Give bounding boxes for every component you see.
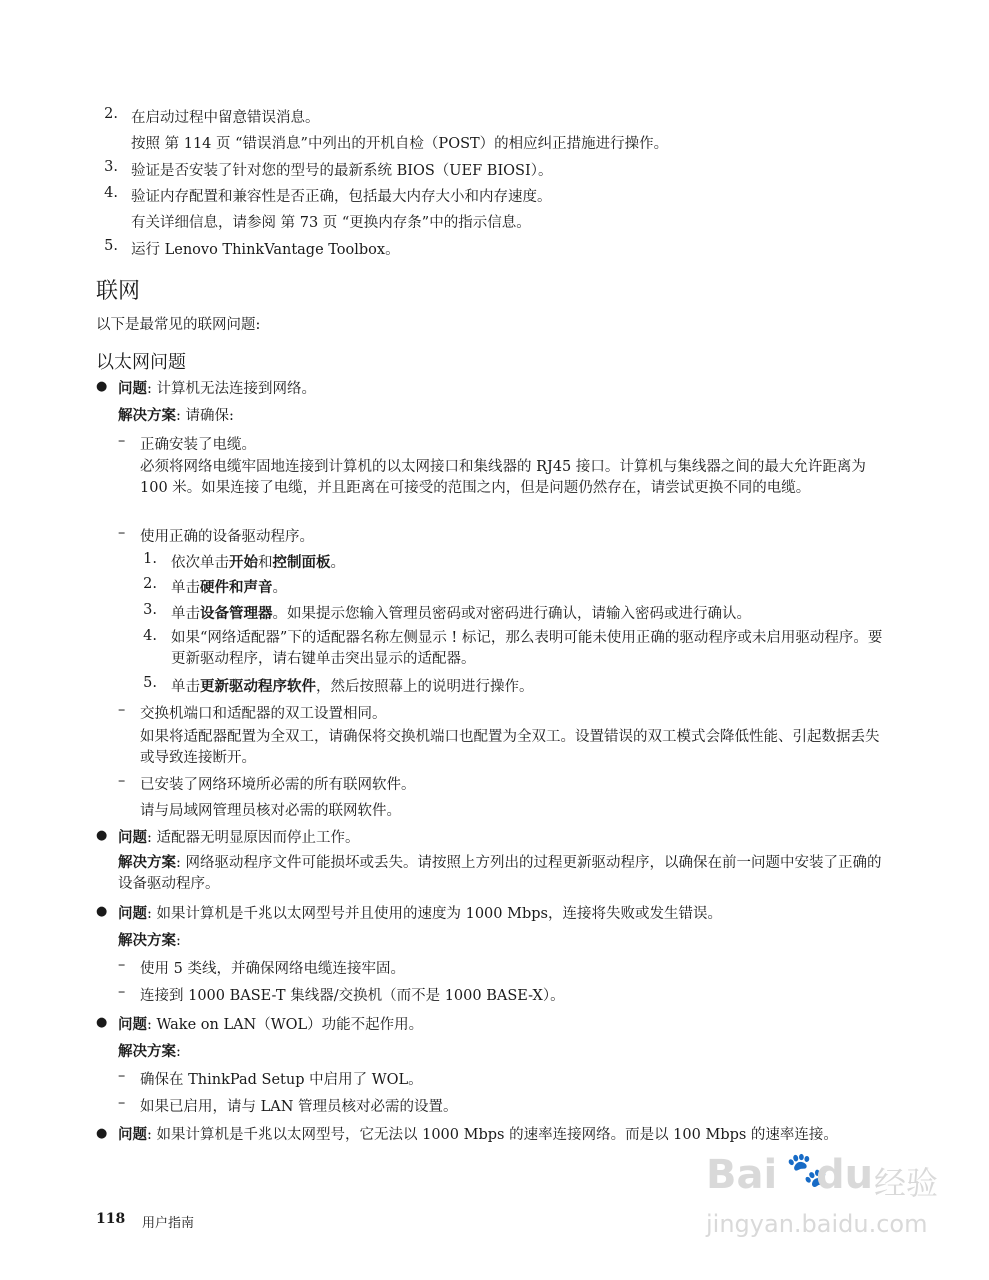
step-number: 1. — [143, 551, 157, 567]
item-title: 已安装了网络环境所必需的所有联网软件。 — [140, 777, 416, 793]
driver-step: 如果“网络适配器”下的适配器名称左侧显示 ! 标记，那么表明可能未使用正确的驱动程序或未启用驱动程序。要更新驱动程序，请右键单击突出显示的适配器。 — [171, 630, 883, 667]
dash-icon: – — [118, 525, 126, 541]
page-number: 118 — [96, 1211, 126, 1227]
step-number: 3. — [104, 159, 118, 175]
issue-solution: 解决方案: 网络驱动程序文件可能损坏或丢失。请按照上方列出的过程更新驱动程序，以确保在前一问题中安装了正确的设备驱动程序。 — [118, 854, 882, 892]
item-title: 使用 5 类线，并确保网络电缆连接牢固。 — [140, 961, 405, 977]
item-body: 请与局域网管理员核对必需的联网软件。 — [140, 803, 401, 819]
step-number: 5. — [104, 238, 118, 254]
step-text: 在启动过程中留意错误消息。 — [131, 110, 320, 126]
step-text: 验证内存配置和兼容性是否正确，包括最大内存大小和内存速度。 — [131, 189, 552, 205]
step-number: 2. — [104, 106, 118, 122]
bullet-icon: ● — [96, 1015, 108, 1030]
step-text: 验证是否安装了针对您的型号的最新系统 BIOS（UEF BIOSI）。 — [131, 163, 553, 179]
driver-step: 单击设备管理器。如果提示您输入管理员密码或对密码进行确认，请输入密码或进行确认。 — [171, 605, 751, 622]
subsection-title: 以太网问题 — [96, 352, 186, 373]
driver-step: 单击更新驱动程序软件，然后按照幕上的说明进行操作。 — [171, 678, 534, 695]
footer-title: 用户指南 — [142, 1216, 195, 1231]
issue-solution-label: 解决方案: — [118, 1043, 181, 1060]
item-body: 如果将适配器配置为全双工，请确保将交换机端口也配置为全双工。设置错误的双工模式会降低性能、引起数据丢失或导致连接断开。 — [140, 729, 880, 766]
step-detail: 有关详细信息，请参阅 第 73 页 “更换内存条”中的指示信息。 — [131, 215, 531, 231]
step-number: 2. — [143, 576, 157, 592]
step-detail: 按照 第 114 页 “错误消息”中列出的开机自检（POST）的相应纠正措施进行操作。 — [131, 136, 669, 152]
issue-solution: 解决方案: 请确保: — [118, 407, 234, 424]
item-title: 确保在 ThinkPad Setup 中启用了 WOL。 — [140, 1072, 423, 1088]
step-text: 运行 Lenovo ThinkVantage Toolbox。 — [131, 242, 400, 258]
issue-solution-label: 解决方案: — [118, 932, 181, 949]
item-title: 正确安装了电缆。 — [140, 437, 256, 453]
issue-problem: 问题: 计算机无法连接到网络。 — [118, 380, 316, 397]
issue-problem: 问题: 适配器无明显原因而停止工作。 — [118, 829, 360, 846]
driver-step: 单击硬件和声音。 — [171, 579, 287, 596]
bullet-icon: ● — [96, 828, 108, 843]
driver-step: 依次单击开始和控制面板。 — [171, 554, 345, 571]
item-title: 如果已启用，请与 LAN 管理员核对必需的设置。 — [140, 1099, 458, 1115]
section-title: 联网 — [96, 279, 141, 304]
step-number: 4. — [143, 628, 157, 644]
issue-problem: 问题: Wake on LAN（WOL）功能不起作用。 — [118, 1016, 424, 1033]
dash-icon: – — [118, 1068, 126, 1084]
dash-icon: – — [118, 773, 126, 789]
dash-icon: – — [118, 1095, 126, 1111]
bullet-icon: ● — [96, 379, 108, 394]
dash-icon: – — [118, 702, 126, 718]
item-title: 交换机端口和适配器的双工设置相同。 — [140, 706, 387, 722]
step-number: 5. — [143, 675, 157, 691]
issue-problem: 问题: 如果计算机是千兆以太网型号并且使用的速度为 1000 Mbps，连接将失败或发生错误。 — [118, 905, 722, 922]
dash-icon: – — [118, 957, 126, 973]
issue-problem: 问题: 如果计算机是千兆以太网型号，它无法以 1000 Mbps 的速率连接网络。而是以 100 Mbps 的速率连接。 — [118, 1126, 838, 1143]
item-body: 必须将网络电缆牢固地连接到计算机的以太网接口和集线器的 RJ45 接口。计算机与集线器之间的最大允许距离为 100 米。如果连接了电缆，并且距离在可接受的范围之内，但是问题仍然存在，请尝试更换不同的电缆。 — [140, 459, 866, 496]
bullet-icon: ● — [96, 1126, 108, 1141]
step-number: 3. — [143, 602, 157, 618]
paw-icon: 🐾 — [786, 1150, 829, 1190]
step-number: 4. — [104, 185, 118, 201]
section-intro: 以下是最常见的联网问题: — [96, 317, 261, 333]
item-title: 连接到 1000 BASE-T 集线器/交换机（而不是 1000 BASE-X）。 — [140, 988, 565, 1004]
watermark-url: jingyan.baidu.com — [706, 1210, 928, 1238]
item-title: 使用正确的设备驱动程序。 — [140, 529, 314, 545]
dash-icon: – — [118, 433, 126, 449]
bullet-icon: ● — [96, 904, 108, 919]
dash-icon: – — [118, 984, 126, 1000]
watermark-logo: Bai 🐾 du 经验 — [706, 1150, 939, 1202]
